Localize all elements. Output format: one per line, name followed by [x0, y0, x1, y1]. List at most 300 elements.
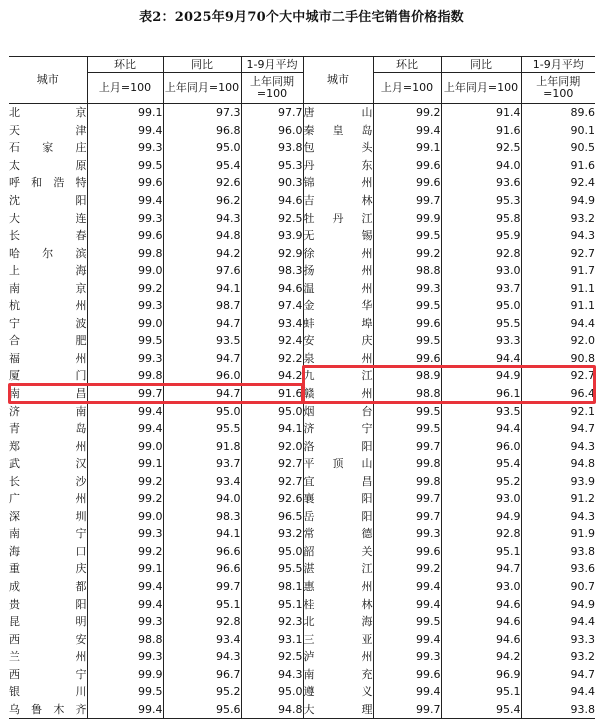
yoy-value-left: 96.8 — [163, 122, 241, 140]
ytd-value-right: 91.2 — [521, 490, 595, 508]
yoy-value-right: 94.2 — [441, 648, 521, 666]
ytd-base-right: 上年同期=100 — [521, 73, 595, 104]
ytd-value-right: 93.6 — [521, 560, 595, 578]
mom-value-right: 99.2 — [373, 244, 441, 262]
city-name-right: 韶关 — [303, 543, 373, 561]
mom-value-right: 99.6 — [373, 666, 441, 684]
ytd-value-right: 93.8 — [521, 701, 595, 719]
mom-value-left: 99.7 — [87, 385, 163, 403]
city-name-right: 秦皇岛 — [303, 122, 373, 140]
mom-value-left: 99.5 — [87, 683, 163, 701]
yoy-value-right: 92.5 — [441, 139, 521, 157]
mom-value-left: 99.3 — [87, 350, 163, 368]
yoy-value-left: 94.3 — [163, 209, 241, 227]
mom-value-right: 99.2 — [373, 104, 441, 122]
yoy-value-left: 94.0 — [163, 490, 241, 508]
yoy-value-left: 96.6 — [163, 560, 241, 578]
mom-value-left: 99.8 — [87, 367, 163, 385]
mom-value-right: 99.4 — [373, 683, 441, 701]
table-row — [9, 139, 595, 157]
city-name-right: 大理 — [303, 701, 373, 719]
yoy-value-left: 94.1 — [163, 279, 241, 297]
ytd-value-left: 94.6 — [241, 279, 303, 297]
yoy-base-left: 上年同月=100 — [163, 73, 241, 104]
mom-value-right: 99.6 — [373, 543, 441, 561]
city-name-right: 无锡 — [303, 227, 373, 245]
mom-value-right: 99.7 — [373, 490, 441, 508]
city-header-left: 城市 — [9, 57, 87, 104]
ytd-value-right: 89.6 — [521, 104, 595, 122]
mom-value-left: 99.1 — [87, 104, 163, 122]
mom-value-left: 99.0 — [87, 508, 163, 526]
table-title: 表2：2025年9月70个大中城市二手住宅销售价格指数 — [139, 10, 464, 25]
mom-value-right: 99.8 — [373, 472, 441, 490]
yoy-value-right: 94.4 — [441, 420, 521, 438]
ytd-value-right: 90.1 — [521, 122, 595, 140]
city-name-right: 常德 — [303, 525, 373, 543]
ytd-value-right: 94.8 — [521, 455, 595, 473]
mom-value-left: 99.2 — [87, 490, 163, 508]
yoy-value-right: 94.6 — [441, 595, 521, 613]
table-row — [9, 279, 595, 297]
table-row — [9, 244, 595, 262]
ytd-value-left: 95.0 — [241, 543, 303, 561]
mom-value-right: 99.5 — [373, 420, 441, 438]
city-name-left: 太原 — [9, 158, 87, 172]
table-row — [9, 174, 595, 192]
yoy-value-right: 94.6 — [441, 630, 521, 648]
mom-value-right: 99.3 — [373, 279, 441, 297]
ytd-value-left: 93.2 — [241, 525, 303, 543]
table-row — [9, 666, 595, 684]
mom-base-right: 上月=100 — [373, 73, 441, 104]
mom-value-right: 99.1 — [373, 139, 441, 157]
ytd-value-left: 94.6 — [241, 192, 303, 210]
city-name-left: 成都 — [9, 580, 87, 594]
city-name-right: 徐州 — [303, 244, 373, 262]
table-row — [9, 157, 595, 175]
ytd-value-left: 94.8 — [241, 701, 303, 719]
city-name-right: 遵义 — [303, 683, 373, 701]
ytd-value-left: 92.4 — [241, 332, 303, 350]
city-name-right: 锦州 — [303, 174, 373, 192]
mom-value-right: 99.5 — [373, 332, 441, 350]
city-name-left: 长沙 — [9, 474, 87, 488]
table-row — [9, 543, 595, 561]
table-row — [9, 385, 595, 403]
yoy-value-right: 92.8 — [441, 525, 521, 543]
table-row — [9, 630, 595, 648]
mom-value-right: 99.5 — [373, 297, 441, 315]
city-name-right: 包头 — [303, 139, 373, 157]
yoy-value-left: 94.8 — [163, 227, 241, 245]
yoy-value-left: 94.1 — [163, 525, 241, 543]
price-index-table — [9, 57, 595, 718]
mom-value-left: 99.4 — [87, 578, 163, 596]
yoy-value-right: 96.1 — [441, 385, 521, 403]
yoy-header-left: 同比 — [163, 57, 241, 73]
yoy-value-left: 98.3 — [163, 508, 241, 526]
ytd-value-left: 95.0 — [241, 402, 303, 420]
mom-value-left: 98.8 — [87, 630, 163, 648]
yoy-value-left: 98.7 — [163, 297, 241, 315]
ytd-value-left: 93.4 — [241, 315, 303, 333]
table-row — [9, 683, 595, 701]
mom-value-right: 99.5 — [373, 402, 441, 420]
city-name-left: 哈尔滨 — [9, 246, 87, 260]
yoy-value-right: 93.5 — [441, 402, 521, 420]
ytd-value-right: 94.9 — [521, 595, 595, 613]
table-row — [9, 578, 595, 596]
city-name-left: 海口 — [9, 544, 87, 558]
mom-value-left: 99.1 — [87, 560, 163, 578]
table-row — [9, 350, 595, 368]
table-row — [9, 437, 595, 455]
table-row — [9, 122, 595, 140]
yoy-value-right: 95.4 — [441, 455, 521, 473]
yoy-value-left: 93.7 — [163, 455, 241, 473]
city-name-left: 深圳 — [9, 509, 87, 523]
ytd-value-right: 94.3 — [521, 227, 595, 245]
table-row — [9, 508, 595, 526]
table-row — [9, 490, 595, 508]
ytd-value-left: 92.5 — [241, 648, 303, 666]
mom-value-right: 99.9 — [373, 209, 441, 227]
ytd-value-left: 92.6 — [241, 490, 303, 508]
city-name-right: 烟台 — [303, 402, 373, 420]
table-row — [9, 315, 595, 333]
yoy-value-left: 91.8 — [163, 437, 241, 455]
mom-value-left: 99.2 — [87, 472, 163, 490]
table-row — [9, 227, 595, 245]
yoy-value-left: 93.4 — [163, 472, 241, 490]
ytd-base-left: 上年同期=100 — [241, 73, 303, 104]
ytd-value-left: 94.2 — [241, 367, 303, 385]
city-name-right: 唐山 — [303, 104, 373, 122]
city-name-left: 北京 — [9, 106, 87, 120]
ytd-value-left: 97.4 — [241, 297, 303, 315]
city-name-left: 南昌 — [9, 387, 87, 401]
mom-value-right: 99.7 — [373, 192, 441, 210]
ytd-value-right: 91.6 — [521, 157, 595, 175]
city-name-left: 广州 — [9, 492, 87, 506]
yoy-value-right: 94.9 — [441, 367, 521, 385]
ytd-value-left: 92.2 — [241, 350, 303, 368]
ytd-value-right: 90.5 — [521, 139, 595, 157]
yoy-value-right: 91.4 — [441, 104, 521, 122]
yoy-value-left: 99.7 — [163, 578, 241, 596]
city-name-right: 湛江 — [303, 560, 373, 578]
yoy-value-left: 93.4 — [163, 630, 241, 648]
city-name-left: 西宁 — [9, 667, 87, 681]
ytd-value-left: 92.7 — [241, 472, 303, 490]
ytd-value-left: 90.3 — [241, 174, 303, 192]
city-name-left: 厦门 — [9, 369, 87, 383]
mom-value-right: 99.8 — [373, 455, 441, 473]
mom-value-left: 99.0 — [87, 437, 163, 455]
ytd-value-right: 93.8 — [521, 543, 595, 561]
ytd-value-left: 92.3 — [241, 613, 303, 631]
yoy-value-left: 94.7 — [163, 385, 241, 403]
yoy-value-left: 94.2 — [163, 244, 241, 262]
city-name-right: 安庆 — [303, 332, 373, 350]
mom-value-left: 99.3 — [87, 209, 163, 227]
yoy-value-right: 94.9 — [441, 508, 521, 526]
table-row — [9, 525, 595, 543]
ytd-value-right: 92.7 — [521, 244, 595, 262]
yoy-value-right: 95.1 — [441, 683, 521, 701]
yoy-value-right: 95.2 — [441, 472, 521, 490]
mom-value-right: 98.9 — [373, 367, 441, 385]
ytd-value-right: 94.7 — [521, 420, 595, 438]
mom-value-right: 99.6 — [373, 350, 441, 368]
ytd-value-right: 92.4 — [521, 174, 595, 192]
yoy-value-right: 95.3 — [441, 192, 521, 210]
city-name-right: 温州 — [303, 279, 373, 297]
ytd-value-right: 94.9 — [521, 192, 595, 210]
ytd-value-right: 93.2 — [521, 209, 595, 227]
ytd-value-right: 94.4 — [521, 683, 595, 701]
table-row — [9, 613, 595, 631]
ytd-value-right: 92.7 — [521, 367, 595, 385]
table-row — [9, 402, 595, 420]
city-name-right: 丹东 — [303, 157, 373, 175]
yoy-value-left: 97.6 — [163, 262, 241, 280]
city-name-left: 贵阳 — [9, 597, 87, 611]
yoy-value-left: 95.2 — [163, 683, 241, 701]
mom-value-right: 98.8 — [373, 262, 441, 280]
ytd-value-left: 95.5 — [241, 560, 303, 578]
mom-value-left: 99.4 — [87, 420, 163, 438]
city-name-right: 济宁 — [303, 420, 373, 438]
mom-value-left: 99.3 — [87, 139, 163, 157]
ytd-value-right: 94.4 — [521, 315, 595, 333]
mom-value-left: 99.5 — [87, 157, 163, 175]
table-row — [9, 648, 595, 666]
mom-value-right: 99.7 — [373, 508, 441, 526]
ytd-value-left: 95.3 — [241, 157, 303, 175]
mom-value-right: 99.3 — [373, 525, 441, 543]
city-name-left: 西安 — [9, 632, 87, 646]
table-row — [9, 420, 595, 438]
mom-header-right: 环比 — [373, 57, 441, 73]
mom-value-left: 99.3 — [87, 525, 163, 543]
city-name-left: 武汉 — [9, 457, 87, 471]
city-name-right: 吉林 — [303, 192, 373, 210]
city-name-right: 襄阳 — [303, 490, 373, 508]
city-name-right: 南充 — [303, 666, 373, 684]
yoy-value-left: 92.6 — [163, 174, 241, 192]
mom-value-right: 99.3 — [373, 648, 441, 666]
city-name-left: 银川 — [9, 685, 87, 699]
yoy-value-right: 96.0 — [441, 437, 521, 455]
table-row — [9, 595, 595, 613]
city-name-right: 泸州 — [303, 648, 373, 666]
mom-value-left: 99.0 — [87, 262, 163, 280]
yoy-value-left: 95.0 — [163, 139, 241, 157]
ytd-value-left: 92.0 — [241, 437, 303, 455]
city-name-left: 南宁 — [9, 527, 87, 541]
yoy-value-right: 96.9 — [441, 666, 521, 684]
ytd-header-right: 1-9月平均 — [521, 57, 595, 73]
table-row — [9, 560, 595, 578]
ytd-value-left: 98.3 — [241, 262, 303, 280]
city-name-left: 郑州 — [9, 439, 87, 453]
yoy-value-left: 95.5 — [163, 420, 241, 438]
mom-value-left: 99.8 — [87, 244, 163, 262]
yoy-value-right: 93.6 — [441, 174, 521, 192]
mom-value-right: 99.7 — [373, 701, 441, 719]
ytd-value-left: 98.1 — [241, 578, 303, 596]
mom-value-left: 99.3 — [87, 297, 163, 315]
city-name-left: 济南 — [9, 404, 87, 418]
city-name-right: 桂林 — [303, 595, 373, 613]
ytd-value-right: 91.1 — [521, 297, 595, 315]
mom-value-left: 99.2 — [87, 279, 163, 297]
yoy-value-right: 92.8 — [441, 244, 521, 262]
city-name-left: 乌鲁木齐 — [9, 702, 87, 716]
city-name-right: 泉州 — [303, 350, 373, 368]
ytd-value-right: 92.0 — [521, 332, 595, 350]
city-header-right: 城市 — [303, 57, 373, 104]
city-name-left: 上海 — [9, 264, 87, 278]
mom-value-right: 99.7 — [373, 437, 441, 455]
yoy-value-right: 95.4 — [441, 701, 521, 719]
yoy-value-right: 93.0 — [441, 490, 521, 508]
ytd-value-left: 96.5 — [241, 508, 303, 526]
table-row — [9, 472, 595, 490]
mom-value-right: 99.6 — [373, 174, 441, 192]
ytd-value-left: 92.9 — [241, 244, 303, 262]
city-name-right: 三亚 — [303, 630, 373, 648]
ytd-value-left: 94.3 — [241, 666, 303, 684]
ytd-value-right: 94.3 — [521, 437, 595, 455]
city-name-right: 平顶山 — [303, 455, 373, 473]
yoy-value-right: 95.9 — [441, 227, 521, 245]
yoy-value-left: 94.7 — [163, 315, 241, 333]
city-name-left: 呼和浩特 — [9, 176, 87, 190]
yoy-value-left: 94.3 — [163, 648, 241, 666]
ytd-value-right: 93.9 — [521, 472, 595, 490]
yoy-value-right: 93.0 — [441, 578, 521, 596]
yoy-value-right: 95.8 — [441, 209, 521, 227]
ytd-value-right: 93.3 — [521, 630, 595, 648]
yoy-value-right: 91.6 — [441, 122, 521, 140]
ytd-value-right: 90.8 — [521, 350, 595, 368]
yoy-value-left: 93.5 — [163, 332, 241, 350]
mom-value-right: 99.2 — [373, 560, 441, 578]
mom-value-left: 99.5 — [87, 332, 163, 350]
mom-value-left: 99.1 — [87, 455, 163, 473]
mom-value-left: 99.3 — [87, 613, 163, 631]
ytd-value-right: 94.4 — [521, 613, 595, 631]
mom-value-left: 99.4 — [87, 402, 163, 420]
yoy-value-right: 94.4 — [441, 350, 521, 368]
yoy-value-right: 93.3 — [441, 332, 521, 350]
city-name-left: 南京 — [9, 281, 87, 295]
ytd-value-left: 96.0 — [241, 122, 303, 140]
city-name-left: 青岛 — [9, 422, 87, 436]
mom-value-right: 99.5 — [373, 613, 441, 631]
mom-value-right: 99.4 — [373, 595, 441, 613]
mom-value-left: 99.4 — [87, 595, 163, 613]
city-name-left: 重庆 — [9, 562, 87, 576]
ytd-value-right: 91.1 — [521, 279, 595, 297]
mom-value-left: 99.0 — [87, 315, 163, 333]
city-name-left: 合肥 — [9, 334, 87, 348]
ytd-value-left: 95.1 — [241, 595, 303, 613]
yoy-value-left: 95.1 — [163, 595, 241, 613]
yoy-value-right: 95.5 — [441, 315, 521, 333]
ytd-header-left: 1-9月平均 — [241, 57, 303, 73]
yoy-value-left: 94.7 — [163, 350, 241, 368]
mom-base-left: 上月=100 — [87, 73, 163, 104]
mom-value-right: 99.6 — [373, 315, 441, 333]
city-name-right: 牡丹江 — [303, 209, 373, 227]
ytd-value-right: 91.7 — [521, 262, 595, 280]
ytd-value-right: 96.4 — [521, 385, 595, 403]
ytd-value-right: 94.3 — [521, 508, 595, 526]
city-name-left: 昆明 — [9, 615, 87, 629]
mom-value-right: 99.4 — [373, 578, 441, 596]
ytd-value-left: 91.6 — [241, 385, 303, 403]
ytd-value-left: 95.0 — [241, 683, 303, 701]
ytd-value-right: 91.9 — [521, 525, 595, 543]
table-row — [9, 262, 595, 280]
ytd-value-left: 92.5 — [241, 209, 303, 227]
city-name-left: 福州 — [9, 351, 87, 365]
city-name-right: 九江 — [303, 367, 373, 385]
ytd-value-left: 92.7 — [241, 455, 303, 473]
city-name-right: 洛阳 — [303, 437, 373, 455]
city-name-right: 金华 — [303, 297, 373, 315]
mom-value-left: 99.9 — [87, 666, 163, 684]
city-name-right: 惠州 — [303, 578, 373, 596]
yoy-value-right: 94.7 — [441, 560, 521, 578]
city-name-right: 宜昌 — [303, 472, 373, 490]
city-name-left: 石家庄 — [9, 141, 87, 155]
mom-value-left: 99.3 — [87, 648, 163, 666]
yoy-value-left: 96.2 — [163, 192, 241, 210]
city-name-left: 天津 — [9, 123, 87, 137]
city-name-left: 长春 — [9, 229, 87, 243]
ytd-value-left: 94.1 — [241, 420, 303, 438]
city-name-right: 岳阳 — [303, 508, 373, 526]
yoy-value-right: 93.0 — [441, 262, 521, 280]
yoy-value-left: 96.7 — [163, 666, 241, 684]
ytd-value-left: 93.1 — [241, 630, 303, 648]
yoy-value-left: 96.6 — [163, 543, 241, 561]
mom-value-left: 99.2 — [87, 543, 163, 561]
table-row — [9, 367, 595, 385]
yoy-value-left: 95.4 — [163, 157, 241, 175]
city-name-left: 杭州 — [9, 299, 87, 313]
yoy-value-left: 95.6 — [163, 701, 241, 719]
table-row — [9, 455, 595, 473]
yoy-value-right: 95.0 — [441, 297, 521, 315]
mom-value-right: 99.4 — [373, 122, 441, 140]
ytd-value-right: 93.2 — [521, 648, 595, 666]
yoy-value-right: 94.0 — [441, 157, 521, 175]
yoy-value-right: 94.6 — [441, 613, 521, 631]
mom-value-left: 99.4 — [87, 701, 163, 719]
mom-value-left: 99.4 — [87, 122, 163, 140]
yoy-header-right: 同比 — [441, 57, 521, 73]
city-name-right: 蚌埠 — [303, 315, 373, 333]
table-row — [9, 332, 595, 350]
ytd-value-right: 92.1 — [521, 402, 595, 420]
ytd-value-left: 93.8 — [241, 139, 303, 157]
